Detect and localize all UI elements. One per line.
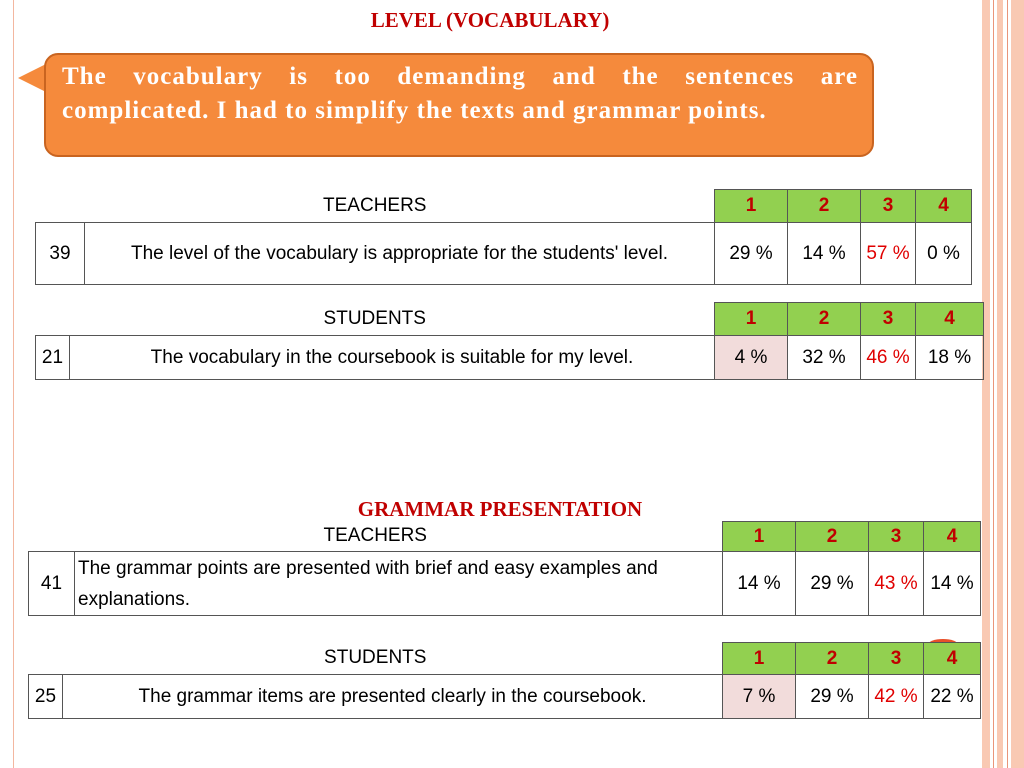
right-border-line: [993, 0, 994, 768]
scale-header: 3: [861, 190, 916, 223]
value-cell: 22 %: [924, 675, 981, 719]
scale-header: 2: [796, 643, 869, 675]
right-border-bar: [1011, 0, 1024, 768]
scale-header: 4: [924, 522, 981, 552]
value-cell: 29 %: [796, 552, 869, 616]
slide-title: LEVEL (VOCABULARY): [370, 8, 610, 32]
right-border-bar: [997, 0, 1003, 768]
students-grammar-table: [28, 642, 981, 719]
section-title: GRAMMAR PRESENTATION: [357, 497, 643, 521]
callout-text: The vocabulary is too demanding and the sentences are complicated. I had to simplify the texts and grammar points.: [62, 63, 858, 124]
group-label: STUDENTS: [323, 307, 426, 329]
statement-cell: The level of the vocabulary is appropriate for the students' level.: [85, 223, 715, 285]
group-label: TEACHERS: [323, 525, 427, 547]
students-vocabulary-table: [35, 302, 984, 380]
scale-header: 1: [723, 522, 796, 552]
right-border-bar: [982, 0, 990, 768]
group-label: TEACHERS: [323, 194, 427, 216]
item-number: 25: [29, 675, 63, 719]
scale-header: 4: [924, 643, 981, 675]
scale-header: 1: [715, 190, 788, 223]
callout-box: [44, 53, 874, 157]
group-label: STUDENTS: [324, 647, 427, 669]
statement-cell: The grammar points are presented with brief and easy examples and explanations.: [75, 552, 723, 616]
value-cell: 14 %: [788, 223, 861, 285]
value-cell: 14 %: [924, 552, 981, 616]
item-number: 41: [29, 552, 75, 616]
value-cell: 18 %: [916, 336, 984, 380]
statement-cell: The grammar items are presented clearly in the coursebook.: [63, 675, 723, 719]
scale-header: 3: [869, 522, 924, 552]
scale-header: 1: [723, 643, 796, 675]
statement-cell: The vocabulary in the coursebook is suitable for my level.: [70, 336, 715, 380]
value-cell-highlight: 46 %: [861, 336, 916, 380]
left-border-line: [13, 0, 14, 768]
scale-header: 3: [869, 643, 924, 675]
value-cell: 0 %: [916, 223, 972, 285]
value-cell: 7 %: [723, 675, 796, 719]
teachers-vocabulary-table: [35, 189, 972, 285]
teachers-grammar-table: [28, 521, 981, 616]
scale-header: 4: [916, 190, 972, 223]
value-cell-highlight: 57 %: [861, 223, 916, 285]
value-cell: 4 %: [715, 336, 788, 380]
scale-header: 1: [715, 303, 788, 336]
value-cell: 29 %: [715, 223, 788, 285]
item-number: 21: [36, 336, 70, 380]
callout-tail: [18, 64, 46, 92]
value-cell: 14 %: [723, 552, 796, 616]
value-cell-highlight: 43 %: [869, 552, 924, 616]
scale-header: 3: [861, 303, 916, 336]
value-cell-highlight: 42 %: [869, 675, 924, 719]
scale-header: 2: [788, 303, 861, 336]
scale-header: 2: [796, 522, 869, 552]
right-border-line: [1007, 0, 1008, 768]
scale-header: 4: [916, 303, 984, 336]
value-cell: 29 %: [796, 675, 869, 719]
item-number: 39: [36, 223, 85, 285]
value-cell: 32 %: [788, 336, 861, 380]
scale-header: 2: [788, 190, 861, 223]
